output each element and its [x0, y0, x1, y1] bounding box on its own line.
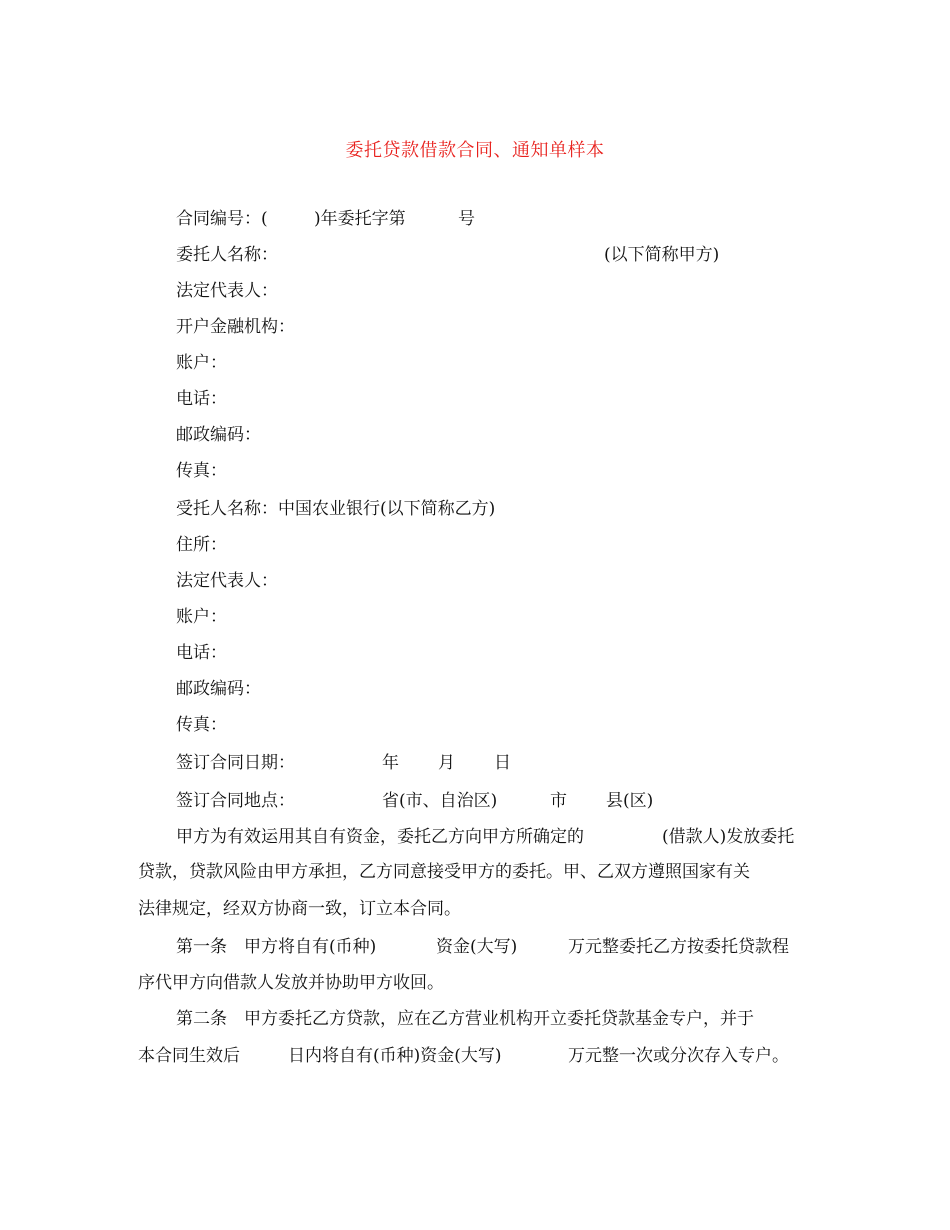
principal-postcode: 邮政编码：	[176, 425, 261, 445]
sign-date-label: 签订合同日期：	[176, 753, 295, 773]
article-1-line-1b: 资金(大写)	[436, 937, 518, 957]
document-title: 委托贷款借款合同、通知单样本	[345, 140, 605, 161]
article-1-line-2: 序代甲方向借款人发放并协助甲方收回。	[138, 973, 444, 993]
sign-date-month: 月	[438, 753, 455, 773]
sign-place-label: 签订合同地点：	[176, 791, 295, 811]
article-2-line-2a: 本合同生效后	[138, 1046, 240, 1066]
preamble-line-2: 贷款，贷款风险由甲方承担，乙方同意接受甲方的委托。甲、乙双方遵照国家有关	[138, 862, 750, 882]
sign-place-county: 县(区)	[606, 791, 654, 811]
sign-place-city: 市	[550, 791, 567, 811]
principal-bank: 开户金融机构：	[176, 317, 295, 337]
article-2-line-2c: 万元整一次或分次存入专户。	[568, 1046, 789, 1066]
trustee-address: 住所：	[176, 535, 227, 555]
article-2-line-2b: 日内将自有(币种)资金(大写)	[288, 1046, 502, 1066]
principal-name-label: 委托人名称：	[176, 245, 278, 265]
contract-number-label: 合同编号：(	[176, 209, 268, 229]
article-1-line-1a: 第一条 甲方将自有(币种)	[176, 937, 377, 957]
trustee-legal-rep: 法定代表人：	[176, 571, 278, 591]
principal-phone: 电话：	[176, 389, 227, 409]
sign-date-day: 日	[494, 753, 511, 773]
trustee-name: 受托人名称：中国农业银行(以下简称乙方)	[176, 499, 496, 519]
trustee-postcode: 邮政编码：	[176, 679, 261, 699]
sign-place-province: 省(市、自治区)	[382, 791, 498, 811]
principal-fax: 传真：	[176, 461, 227, 481]
trustee-phone: 电话：	[176, 643, 227, 663]
preamble-line-3: 法律规定，经双方协商一致，订立本合同。	[138, 899, 461, 919]
article-1-line-1c: 万元整委托乙方按委托贷款程	[568, 937, 789, 957]
contract-number-end: 号	[458, 209, 475, 229]
preamble-line-1b: (借款人)发放委托	[662, 827, 795, 847]
preamble-line-1a: 甲方为有效运用其自有资金，委托乙方向甲方所确定的	[176, 827, 584, 847]
trustee-fax: 传真：	[176, 715, 227, 735]
contract-number-mid: )年委托字第	[314, 209, 406, 229]
principal-legal-rep: 法定代表人：	[176, 281, 278, 301]
principal-account: 账户：	[176, 353, 227, 373]
principal-name-suffix: (以下简称甲方)	[604, 245, 720, 265]
sign-date-year: 年	[382, 753, 399, 773]
article-2-line-1: 第二条 甲方委托乙方贷款，应在乙方营业机构开立委托贷款基金专户，并于	[176, 1009, 754, 1029]
trustee-account: 账户：	[176, 607, 227, 627]
